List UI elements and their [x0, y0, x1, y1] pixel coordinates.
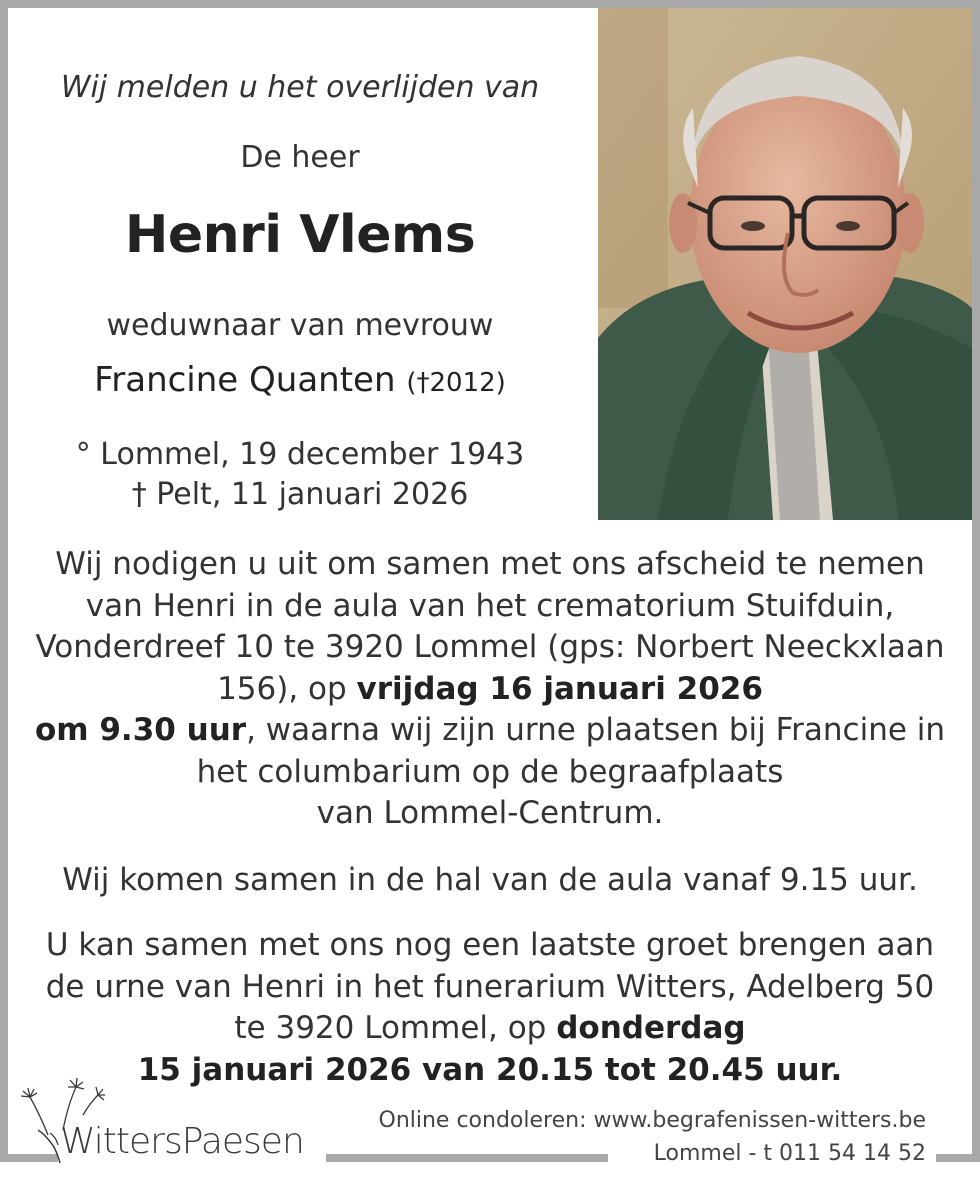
- intro-line: Wij melden u het overlijden van: [60, 70, 540, 105]
- farewell-paragraph: [30, 925, 950, 1091]
- online-condolence-link[interactable]: Online condoleren: www.begrafenissen-witters.be: [378, 1108, 926, 1133]
- honorific: De heer: [240, 140, 360, 175]
- death-line: † Pelt, 11 januari 2026: [131, 477, 469, 512]
- spouse-name: Francine Quanten: [94, 360, 396, 400]
- frame-bottom-border-right: [936, 1154, 980, 1162]
- portrait-photo: [598, 8, 972, 520]
- contact-phone: Lommel - t 011 54 14 52: [653, 1141, 926, 1166]
- frame-left-border: [0, 0, 8, 1160]
- frame-right-border: [972, 0, 980, 1160]
- birth-line: ° Lommel, 19 december 1943: [75, 437, 525, 472]
- ceremony-text-start: Wij nodigen u uit om samen met ons afscheid te nemen van Henri in de aula van het crematorium Stuifduin, Vonderdreef 10 te 3920 Lommel (gps: Norbert Neeckxlaan 156), op: [35, 546, 945, 707]
- ceremony-date: vrijdag 16 januari 2026: [356, 670, 763, 707]
- farewell-text: U kan samen met ons nog een laatste groet brengen aan de urne van Henri in het funerarium Witters, Adelberg 50 te 3920 Lommel, op: [45, 927, 935, 1046]
- ceremony-text-end: van Lommel-Centrum.: [316, 795, 664, 831]
- deceased-name: Henri Vlems: [124, 205, 476, 265]
- frame-bottom-border-middle: [326, 1154, 608, 1162]
- spouse-death-year: (†2012): [406, 368, 506, 398]
- company-logo-text: WittersPaesen: [60, 1121, 304, 1162]
- gathering-paragraph: Wij komen samen in de hal van de aula vanaf 9.15 uur.: [62, 862, 918, 898]
- frame-top-border: [0, 0, 980, 8]
- ceremony-time: om 9.30 uur: [34, 712, 247, 748]
- farewell-datetime: 15 januari 2026 van 20.15 tot 20.45 uur.: [137, 1051, 843, 1088]
- spouse-line: [30, 360, 570, 400]
- farewell-day: donderdag: [556, 1010, 746, 1046]
- widower-line: weduwnaar van mevrouw: [106, 308, 494, 343]
- ceremony-text-middle: , waarna wij zijn urne plaatsen bij Francine in het columbarium op de begraafplaats: [196, 712, 946, 790]
- ceremony-paragraph: [30, 544, 950, 835]
